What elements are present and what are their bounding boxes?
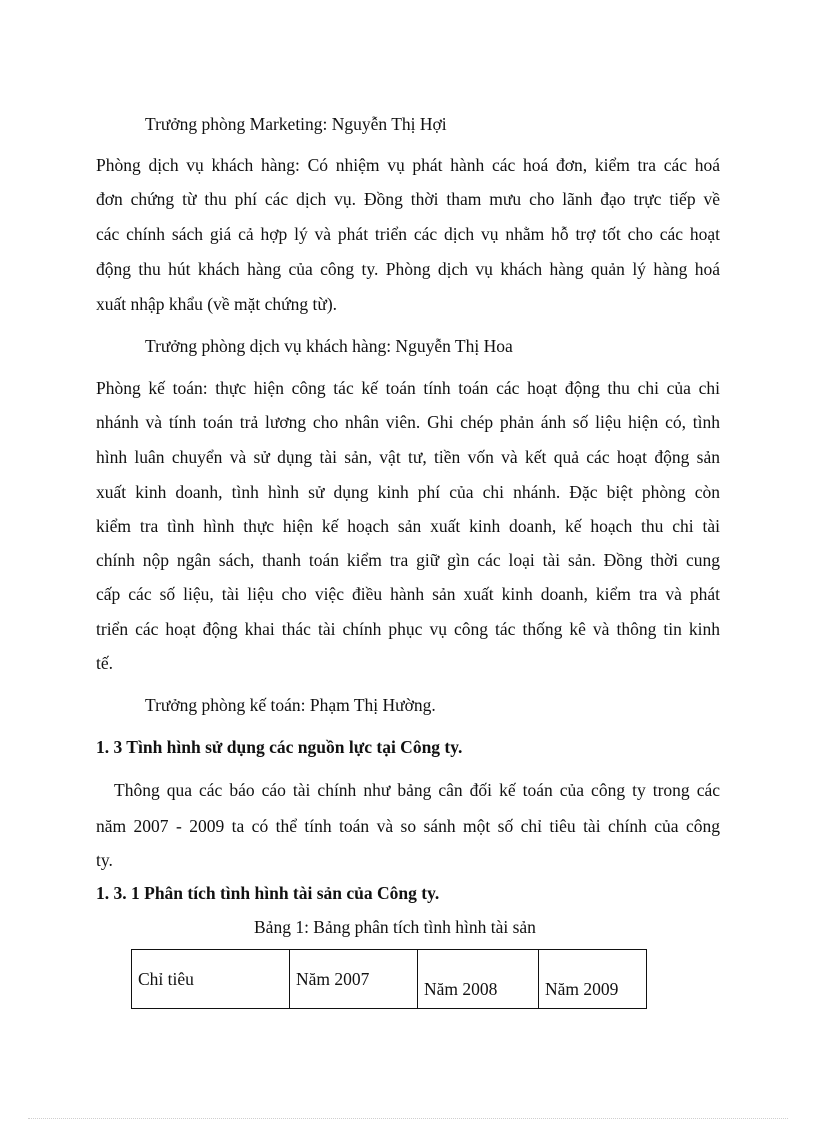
customer-service-head-line: Trưởng phòng dịch vụ khách hàng: Nguyễn Thị Hoa bbox=[145, 336, 513, 356]
accounting-line-6: chính nộp ngân sách, thanh toán kiểm tra giữ gìn các loại tài sản. Đồng thời cung bbox=[96, 550, 720, 570]
header-cell-2009: Năm 2009 bbox=[539, 950, 647, 1009]
accounting-line-1: Phòng kế toán: thực hiện công tác kế toán tính toán các hoạt động thu chi của chi bbox=[96, 378, 720, 398]
page-bottom-divider bbox=[28, 1118, 788, 1119]
section-1-3-heading: 1. 3 Tình hình sử dụng các nguồn lực tại Công ty. bbox=[96, 737, 463, 757]
table-caption: Bảng 1: Bảng phân tích tình hình tài sản bbox=[254, 917, 536, 937]
intro-line-1: Thông qua các báo cáo tài chính như bảng cân đối kế toán của công ty trong các bbox=[114, 780, 720, 800]
marketing-head-line: Trưởng phòng Marketing: Nguyễn Thị Hợi bbox=[145, 114, 447, 134]
section-1-3-1-heading: 1. 3. 1 Phân tích tình hình tài sản của Công ty. bbox=[96, 883, 440, 903]
customer-service-line-2: đơn chứng từ thu phí các dịch vụ. Đồng thời tham mưu cho lãnh đạo trực tiếp về bbox=[96, 189, 720, 209]
customer-service-line-5: xuất nhập khẩu (về mặt chứng từ). bbox=[96, 294, 338, 314]
accounting-line-3: hình luân chuyển và sử dụng tài sản, vật tư, tiền vốn và kết quả các hoạt động sản bbox=[96, 447, 720, 467]
intro-line-3: ty. bbox=[96, 850, 113, 870]
accounting-line-8: triển các hoạt động khai thác tài chính phục vụ công tác thống kê và thông tin kinh bbox=[96, 619, 720, 639]
table-header-row bbox=[132, 950, 647, 1009]
header-cell-2007: Năm 2007 bbox=[290, 950, 418, 1009]
accounting-line-5: kiểm tra tình hình thực hiện kế hoạch sản xuất kinh doanh, kế hoạch thu chi tài bbox=[96, 516, 720, 536]
accounting-line-9: tế. bbox=[96, 653, 114, 673]
accounting-line-2: nhánh và tính toán trả lương cho nhân viên. Ghi chép phản ánh số liệu hiện có, tình bbox=[96, 412, 720, 432]
customer-service-line-4: động thu hút khách hàng của công ty. Phòng dịch vụ khách hàng quản lý hàng hoá bbox=[96, 259, 720, 279]
accounting-head-line: Trưởng phòng kế toán: Phạm Thị Hường. bbox=[145, 695, 436, 715]
header-cell-2008: Năm 2008 bbox=[418, 950, 539, 1009]
accounting-line-4: xuất kinh doanh, tình hình sử dụng kinh phí của chi nhánh. Đặc biệt phòng còn bbox=[96, 482, 720, 502]
intro-line-2: năm 2007 - 2009 ta có thể tính toán và so sánh một số chỉ tiêu tài chính của công bbox=[96, 816, 720, 836]
header-cell-indicator: Chỉ tiêu bbox=[132, 950, 290, 1009]
customer-service-line-1: Phòng dịch vụ khách hàng: Có nhiệm vụ phát hành các hoá đơn, kiểm tra các hoá bbox=[96, 155, 720, 175]
customer-service-line-3: các chính sách giá cả hợp lý và phát triển các dịch vụ nhằm hỗ trợ tốt cho các hoạt bbox=[96, 224, 720, 244]
accounting-line-7: cấp các số liệu, tài liệu cho việc điều hành sản xuất kinh doanh, kiểm tra và phát bbox=[96, 584, 720, 604]
asset-analysis-table bbox=[131, 949, 647, 1009]
